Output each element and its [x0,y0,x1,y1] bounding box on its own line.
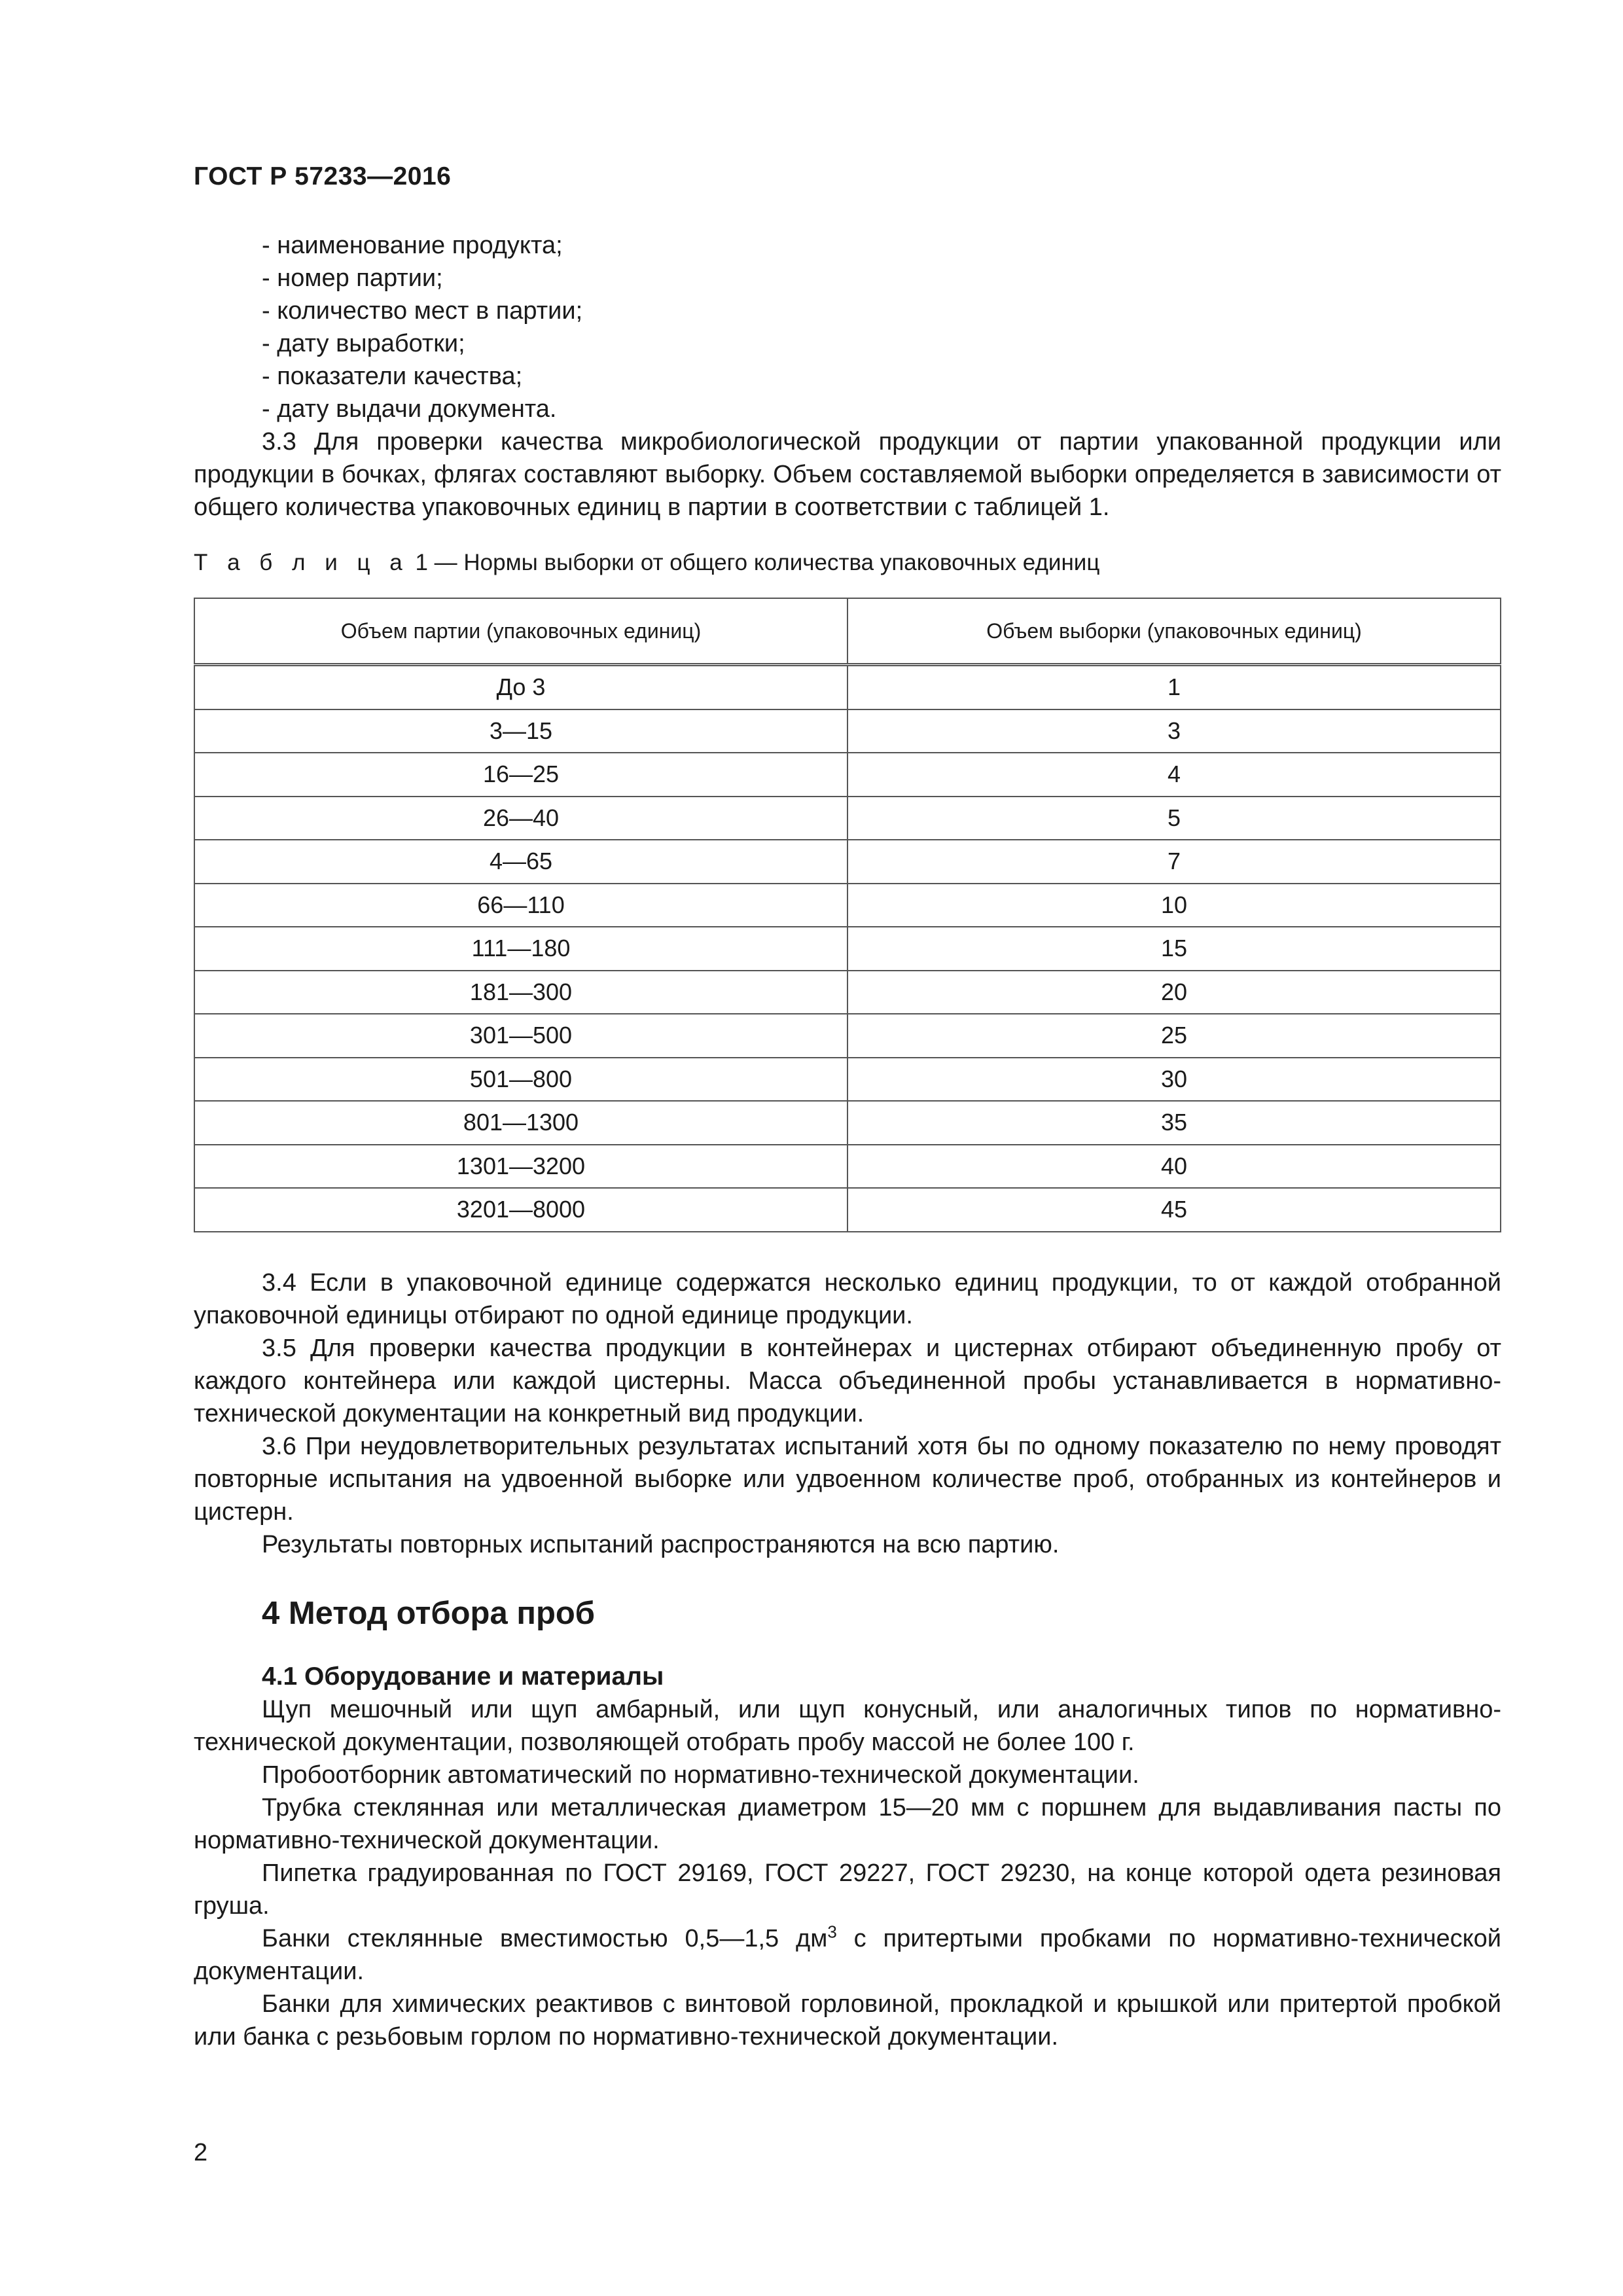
list-item: - номер партии; [262,264,443,292]
cell-sample-size: 1 [847,665,1501,709]
paragraph-tube: Трубка стеклянная или металлическая диаметром 15—20 мм с поршнем для выдавливания пасты по нормативно-технической документации. [194,1794,1501,1854]
document-page [194,0,1501,2296]
cell-lot-size: 4—65 [194,840,847,884]
glass-jars-superscript: 3 [827,1922,837,1942]
table-row [194,927,1501,971]
paragraph-probe: Щуп мешочный или щуп амбарный, или щуп конусный, или аналогичных типов по нормативно-технической документации, позволяющей отобрать пробу массой не более 100 г. [194,1696,1501,1756]
table-caption [194,550,1099,576]
table-caption-text: 1 — Нормы выборки от общего количества упаковочных единиц [415,550,1100,575]
table-caption-prefix: Т а б л и ц а [194,550,409,575]
table-row [194,840,1501,884]
cell-lot-size: До 3 [194,665,847,709]
list-item: - дату выдачи документа. [262,395,557,423]
cell-sample-size: 40 [847,1145,1501,1189]
sampling-norms-table [194,598,1501,1232]
page-number: 2 [194,2139,208,2166]
paragraph-3-3: 3.3 Для проверки качества микробиологической продукции от партии упакованной продукции или продукции в бочках, флягах составляют выборку. Объем составляемой выборки определяется в зависимости от общего количества упаковочных единиц в партии в соответствии с таблицей 1. [194,428,1501,521]
cell-sample-size: 45 [847,1188,1501,1232]
cell-lot-size: 16—25 [194,753,847,797]
paragraph-reagent-jars: Банки для химических реактивов с винтовой горловиной, прокладкой и крышкой или притертой пробкой или банка с резьбовым горлом по нормативно-технической документации. [194,1990,1501,2051]
cell-sample-size: 30 [847,1058,1501,1102]
upper-text-block [194,229,1501,524]
section-4-1-heading: 4.1 Оборудование и материалы [262,1662,664,1691]
paragraph-3-5: 3.5 Для проверки качества продукции в контейнерах и цистернах отбирают объединенную пробу от каждого контейнера или каждой цистерны. Масса объединенной пробы устанавливается в нормативно-технической документации на конкретный вид продукции. [194,1335,1501,1427]
cell-lot-size: 3—15 [194,709,847,753]
lower-text-block [194,1266,1501,2053]
cell-lot-size: 66—110 [194,884,847,927]
table-row [194,1188,1501,1232]
column-header-lot-size: Объем партии (упаковочных единиц) [194,598,847,665]
table-row [194,1058,1501,1102]
paragraph-pipette: Пипетка градуированная по ГОСТ 29169, ГОСТ 29227, ГОСТ 29230, на конце которой одета резиновая груша. [194,1859,1501,1920]
cell-sample-size: 20 [847,971,1501,1014]
cell-sample-size: 10 [847,884,1501,927]
table-header-row [194,598,1501,665]
table-row [194,1145,1501,1189]
table-row [194,753,1501,797]
paragraph-3-6: 3.6 При неудовлетворительных результатах испытаний хотя бы по одному показателю по нему проводят повторные испытания на удвоенной выборке или удвоенном количестве проб, отобранных из контейнеров и цистерн. [194,1433,1501,1526]
cell-sample-size: 5 [847,797,1501,840]
table-row [194,884,1501,927]
paragraph-sampler: Пробоотборник автоматический по нормативно-технической документации. [262,1761,1139,1789]
table-row [194,797,1501,840]
cell-sample-size: 4 [847,753,1501,797]
cell-lot-size: 801—1300 [194,1101,847,1145]
cell-sample-size: 35 [847,1101,1501,1145]
cell-sample-size: 7 [847,840,1501,884]
glass-jars-text-b: с притертыми пробками по нормативно-технической документации. [194,1925,1501,1985]
table-row [194,709,1501,753]
table-row [194,1101,1501,1145]
list-item: - количество мест в партии; [262,297,583,325]
list-item: - наименование продукта; [262,232,563,259]
table-row [194,665,1501,709]
table-row [194,971,1501,1014]
cell-sample-size: 25 [847,1014,1501,1058]
list-item: - дату выработки; [262,330,465,357]
paragraph-3-4: 3.4 Если в упаковочной единице содержатся несколько единиц продукции, то от каждой отобранной упаковочной единицы отбирают по одной единице продукции. [194,1269,1501,1329]
table-row [194,1014,1501,1058]
cell-lot-size: 1301—3200 [194,1145,847,1189]
cell-lot-size: 26—40 [194,797,847,840]
paragraph-results: Результаты повторных испытаний распространяются на всю партию. [262,1531,1060,1558]
glass-jars-text-a: Банки стеклянные вместимостью 0,5—1,5 дм [262,1925,828,1952]
cell-sample-size: 15 [847,927,1501,971]
document-header: ГОСТ Р 57233—2016 [194,162,452,190]
cell-lot-size: 301—500 [194,1014,847,1058]
cell-sample-size: 3 [847,709,1501,753]
section-4-heading: 4 Метод отбора проб [262,1596,596,1631]
paragraph-glass-jars [194,1922,1501,1988]
cell-lot-size: 111—180 [194,927,847,971]
list-item: - показатели качества; [262,363,523,390]
cell-lot-size: 181—300 [194,971,847,1014]
cell-lot-size: 501—800 [194,1058,847,1102]
column-header-sample-size: Объем выборки (упаковочных единиц) [847,598,1501,665]
cell-lot-size: 3201—8000 [194,1188,847,1232]
